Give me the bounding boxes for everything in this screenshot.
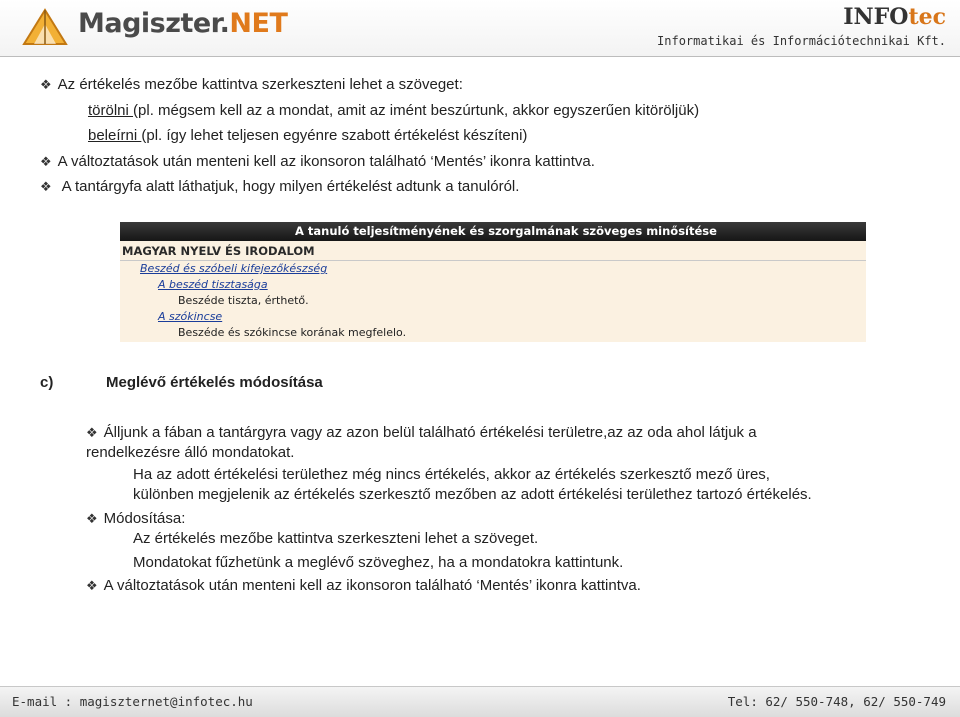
bullet-icon: ❖ (86, 425, 98, 440)
item-text: (pl. így lehet teljesen egyénre szabott értékelést készíteni) (141, 127, 528, 144)
item-text: Módosítása: (103, 510, 186, 527)
page-footer (0, 686, 960, 717)
list-item-continuation: rendelkezésre álló mondatokat. (86, 444, 295, 461)
write-term: beleírni (88, 127, 142, 144)
tree-area-node[interactable]: Beszéd és szóbeli kifejezőkészség (140, 262, 328, 275)
magiszter-logo-icon (20, 4, 70, 48)
company-logo-a: INFO (843, 4, 909, 30)
bullet-icon: ❖ (40, 179, 52, 194)
item-text: A változtatások után menteni kell az ikonsoron található ‘Mentés’ ikonra kattintva. (103, 577, 641, 594)
logo-text (78, 8, 287, 39)
logo-main: Magiszter. (78, 8, 230, 39)
list-item (86, 510, 185, 528)
list-subitem: Az értékelés mezőbe kattintva szerkeszteni lehet a szöveget. (133, 530, 539, 547)
list-item (40, 76, 463, 94)
list-item (86, 577, 641, 595)
tree-panel-title: A tanuló teljesítményének és szorgalmának szöveges minősítése (120, 222, 866, 241)
bullet-icon: ❖ (86, 511, 98, 526)
footer-email: E-mail : magiszternet@infotec.hu (12, 694, 253, 709)
evaluation-tree-panel (120, 222, 866, 342)
list-item (40, 153, 595, 171)
paragraph-line: Ha az adott értékelési területhez még nincs értékelés, akkor az értékelés szerkesztő mező üres, (133, 466, 770, 483)
list-subitem (88, 102, 699, 120)
list-subitem (88, 127, 527, 145)
page-header (0, 0, 960, 57)
tree-criterion-node[interactable]: A beszéd tisztasága (158, 278, 268, 291)
list-item (86, 424, 757, 442)
item-text: Az értékelés mezőbe kattintva szerkeszteni lehet a szöveget: (57, 76, 463, 93)
item-text: A tantárgyfa alatt láthatjuk, hogy milyen értékelést adtunk a tanulóról. (61, 178, 520, 195)
delete-term: törölni (88, 102, 134, 119)
list-subitem: Mondatokat fűzhetünk a meglévő szöveghez, ha a mondatokra kattintunk. (133, 554, 624, 571)
tree-criterion-node[interactable]: A szókincse (158, 310, 223, 323)
tree-evaluation-sentence[interactable]: Beszéde tiszta, érthető. (178, 294, 309, 307)
list-item (40, 178, 519, 196)
section-title: Meglévő értékelés módosítása (106, 374, 323, 391)
tree-evaluation-sentence[interactable]: Beszéde és szókincse korának megfelelo. (178, 326, 407, 339)
item-text: (pl. mégsem kell az a mondat, amit az imént beszúrtunk, akkor egyszerűen kitöröljük) (133, 102, 700, 119)
paragraph-line: különben megjelenik az értékelés szerkesztő mezőben az adott értékelési területhez tartozó értékelés. (133, 486, 812, 503)
item-text: Álljunk a fában a tantárgyra vagy az azon belül található értékelési területre,az az oda ahol látjuk a (103, 424, 757, 441)
item-text: A változtatások után menteni kell az ikonsoron található ‘Mentés’ ikonra kattintva. (57, 153, 595, 170)
tree-subject-node[interactable]: MAGYAR NYELV ÉS IRODALOM (122, 244, 315, 258)
tree-divider (120, 260, 866, 261)
company-logo-b: tec (908, 4, 946, 30)
bullet-icon: ❖ (40, 77, 52, 92)
company-subtitle: Informatikai és Információtechnikai Kft. (657, 34, 946, 48)
bullet-icon: ❖ (40, 154, 52, 169)
logo-accent: NET (229, 8, 288, 39)
section-marker: c) (40, 374, 54, 391)
footer-phone: Tel: 62/ 550-748, 62/ 550-749 (727, 694, 946, 709)
bullet-icon: ❖ (86, 578, 98, 593)
company-logo (843, 4, 946, 30)
